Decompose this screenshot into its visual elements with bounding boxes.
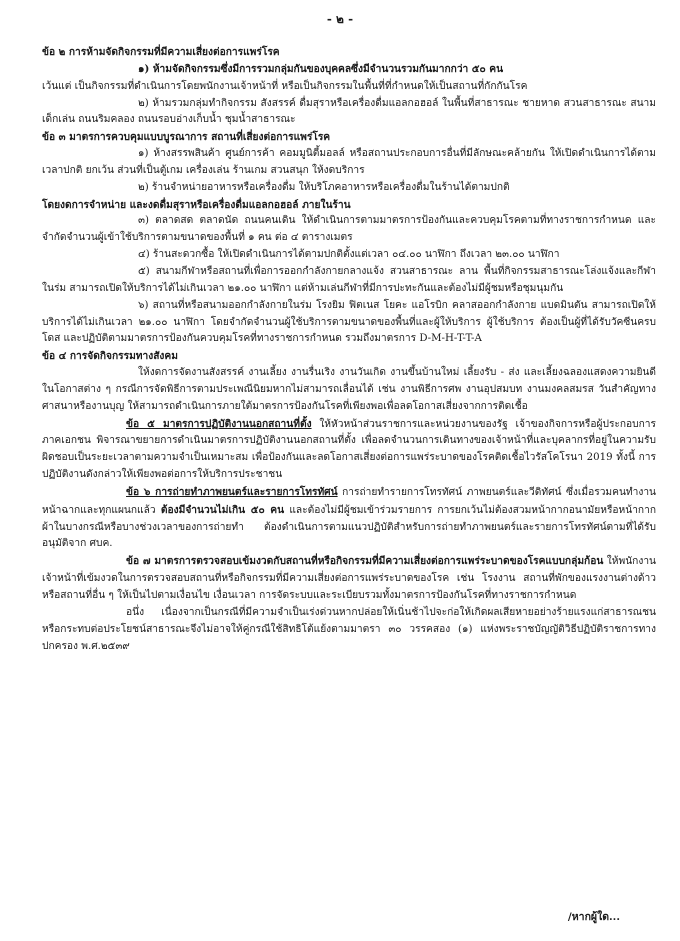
section-3-item-2: ๒) ร้านจำหน่ายอาหารหรือเครื่องดื่ม ให้บริโภคอาหารหรือเครื่องดื่มในร้านได้ตามปกติ bbox=[138, 181, 510, 193]
section-4-heading: ข้อ ๔ การจัดกิจกรรมทางสังคม bbox=[42, 350, 178, 363]
section-2-item-1 bbox=[42, 61, 656, 79]
section-7-paragraph bbox=[42, 553, 656, 605]
section-2-heading: ข้อ ๒ การห้ามจัดกิจกรรมที่มีความเสี่ยงต่อการแพร่โรค bbox=[42, 46, 280, 58]
section-3-item-1: ๑) ห้างสรรพสินค้า ศูนย์การค้า คอมมูนิตี้มอลล์ หรือสถานประกอบการอื่นที่มีลักษณะคล้ายกัน ให้เปิดดำเนินการได้ตามเวลาปกติ ยกเว้น ส่วนที่เป็นตู้เกม เครื่องเล่น ร้านเกม สวนสนุก ให้งดบริการ bbox=[42, 148, 656, 176]
continuation-marker: /หากผู้ใด... bbox=[567, 911, 620, 923]
section-5-paragraph bbox=[42, 416, 656, 484]
section-6-limit: ต้องมีจำนวนไม่เกิน ๕๐ คน bbox=[160, 503, 285, 516]
section-6-heading: ข้อ ๖ การถ่ายทำภาพยนตร์และรายการโทรทัศน์ bbox=[126, 485, 338, 498]
page-number: - ๒ - bbox=[326, 12, 354, 26]
closing-paragraph: อนึ่ง เนื่องจากเป็นกรณีที่มีความจำเป็นเร่งด่วนหากปล่อยให้เนิ่นช้าไปจะก่อให้เกิดผลเสียหายอย่างร้ายแรงแก่สาธารณชนหรือกระทบต่อประโยชน์สาธารณะจึงไม่อาจให้คู่กรณีใช้สิทธิโต้แย้งตามมาตรา ๓๐ วรรคสอง (๑) แห่งพระราชบัญญัติวิธีปฏิบัติราชการทางปกครอง พ.ศ.๒๕๓๙ bbox=[42, 606, 656, 652]
section-6-paragraph bbox=[42, 484, 656, 553]
section-3-item-3: ๓) ตลาดสด ตลาดนัด ถนนคนเดิน ให้ดำเนินการตามมาตรการป้องกันและควบคุมโรคตามที่ทางราชการกำหนด และจำกัดจำนวนผู้เข้าใช้บริการตามขนาดของพื้นที่ ๑ คน ต่อ ๔ ตารางเมตร bbox=[42, 215, 656, 244]
section-6-text-rest: และต้องไม่มีผู้ชมเข้าร่วมรายการ การยกเว้นไม่ต้องสวมหน้ากากอนามัยหรือหน้ากากผ้าในบางกรณีหรือบางช่วงเวลาของการถ่ายทำ ต้องดำเนินการตามแนวปฏิบัติสำหรับการถ่ายทำภาพยนตร์และรายการโทรทัศน์ตามที่ได้รับอนุมัติจาก ศบค. bbox=[42, 504, 656, 550]
section-7-heading: ข้อ ๗ มาตรการตรวจสอบเข้มงวดกับสถานที่หรือกิจกรรมที่มีความเสี่ยงต่อการแพร่ระบาดของโรคแบบกลุ่มก้อน bbox=[126, 555, 604, 568]
section-3-heading: ข้อ ๓ มาตรการควบคุมแบบบูรณาการ สถานที่เสี่ยงต่อการแพร่โรค bbox=[42, 131, 331, 144]
section-7-text: ให้พนักงานเจ้าหน้าที่เข้มงวดในการตรวจสอบสถานที่หรือกิจกรรมที่มีความเสี่ยงต่อการแพร่ระบาดของโรค เช่น โรงงาน สถานที่พักของแรงงานต่างด้าว หรือสถานที่อื่น ๆ ให้เป็นไปตามเงื่อนไข เงื่อนเวลา การจัดระบบและระเบียบรวมทั้งมาตรการป้องกันโรคที่ทางราชการกำหนด bbox=[42, 556, 656, 601]
section-6-text: การถ่ายทำรายการโทรทัศน์ ภาพยนตร์และวีดิทัศน์ ซึ่งเมื่อรวมคนทำงานหน้าฉากและทุกแผนกแล้ว bbox=[42, 486, 657, 516]
section-3-item-5: ๕) สนามกีฬาหรือสถานที่เพื่อการออกกำลังกายกลางแจ้ง สวนสาธารณะ ลาน พื้นที่กิจกรรมสาธารณะโล่งแจ้งและกีฬาในร่ม สามารถเปิดให้บริการได้ไม่เกินเวลา ๒๑.๐๐ นาฬิกา แต่ห้ามเล่นกีฬาที่มีการปะทะกันและต้องไม่มีผู้ชมหรือชุมนุมกัน bbox=[42, 265, 656, 294]
section-2-item-1-bold: ๑) ห้ามจัดกิจกรรมซึ่งมีการรวมกลุ่มกันของบุคคลซึ่งมีจำนวนรวมกันมากกว่า ๕๐ คน bbox=[138, 62, 504, 75]
document-body bbox=[42, 44, 656, 655]
section-3-item-6: ๖) สถานที่หรือสนามออกกำลังกายในร่ม โรงยิม ฟิตเนส โยคะ แอโรบิก คลาสออกกำลังกาย แบดมินตัน สามารถเปิดให้บริการได้ไม่เกินเวลา ๒๑.๐๐ นาฬิกา โดยจำกัดจำนวนผู้ใช้บริการตามขนาดของพื้นที่และผู้ให้บริการ ผู้ใช้บริการ ต้องเป็นผู้ที่ได้รับวัคซีนครบโดส และปฏิบัติตามมาตรการป้องกันควบคุมโรคที่ทางราชการกำหนด รวมถึงมาตรการ D-M-H-T-T-A bbox=[42, 299, 656, 345]
section-5-heading: ข้อ ๕ มาตรการปฏิบัติงานนอกสถานที่ตั้ง bbox=[126, 417, 312, 430]
section-3-item-2-bold: โดยงดการจำหน่าย และงดดื่มสุราหรือเครื่องดื่มแอลกอฮอล์ ภายในร้าน bbox=[42, 198, 351, 211]
section-3-item-4: ๔) ร้านสะดวกซื้อ ให้เปิดดำเนินการได้ตามปกติตั้งแต่เวลา ๐๔.๐๐ นาฬิกา ถึงเวลา ๒๓.๐๐ นาฬิกา bbox=[138, 249, 560, 261]
section-5-text: ให้หัวหน้าส่วนราชการและหน่วยงานของรัฐ เจ้าของกิจการหรือผู้ประกอบการภาคเอกชน พิจารณาขยายการดำเนินมาตรการปฏิบัติงานนอกสถานที่ตั้ง เพื่อลดจำนวนการเดินทางของเจ้าหน้าที่และบุคลากรที่อยู่ในความรับผิดชอบเป็นระยะเวลาตามความจำเป็นเหมาะสม เพื่อป้องกันและลดโอกาสเสี่ยงต่อการแพร่ระบาดของโรคติดเชื้อไวรัสโคโรนา 2019 ทั้งนี้ การปฏิบัติงานดังกล่าวให้เพียงพอต่อการให้บริการประชาชน bbox=[42, 418, 656, 481]
section-4-paragraph: ให้งดการจัดงานสังสรรค์ งานเลี้ยง งานรื่นเริง งานวันเกิด งานขึ้นบ้านใหม่ เลี้ยงรับ - ส่ง และเลี้ยงฉลองแสดงความยินดีในโอกาสต่าง ๆ กรณีการจัดพิธีการตามประเพณีนิยมหากไม่สามารถเลื่อนได้ เช่น งานพิธีการศพ งานอุปสมบท งานมงคลสมรส วันสำคัญทางศาสนาหรืองานบุญ ให้สามารถดำเนินการภายใต้มาตรการป้องกันโรคที่เพียงพอเพื่อลดโอกาสเสี่ยงจากการติดเชื้อ bbox=[42, 367, 656, 412]
section-2-item-1-cont: เว้นแต่ เป็นกิจกรรมที่ดำเนินการโดยพนักงานเจ้าหน้าที่ หรือเป็นกิจกรรมในพื้นที่ที่กำหนดให้เป็นสถานที่กักกันโรค bbox=[42, 80, 528, 92]
section-2-item-2: ๒) ห้ามรวมกลุ่มทำกิจกรรม สังสรรค์ ดื่มสุราหรือเครื่องดื่มแอลกอฮอล์ ในพื้นที่สาธารณะ ชายหาด สวนสาธารณะ สนามเด็กเล่น ถนนริมคลอง ถนนรอบอ่างเก็บน้ำ ชุมน้ำสาธารณะ bbox=[42, 97, 656, 126]
